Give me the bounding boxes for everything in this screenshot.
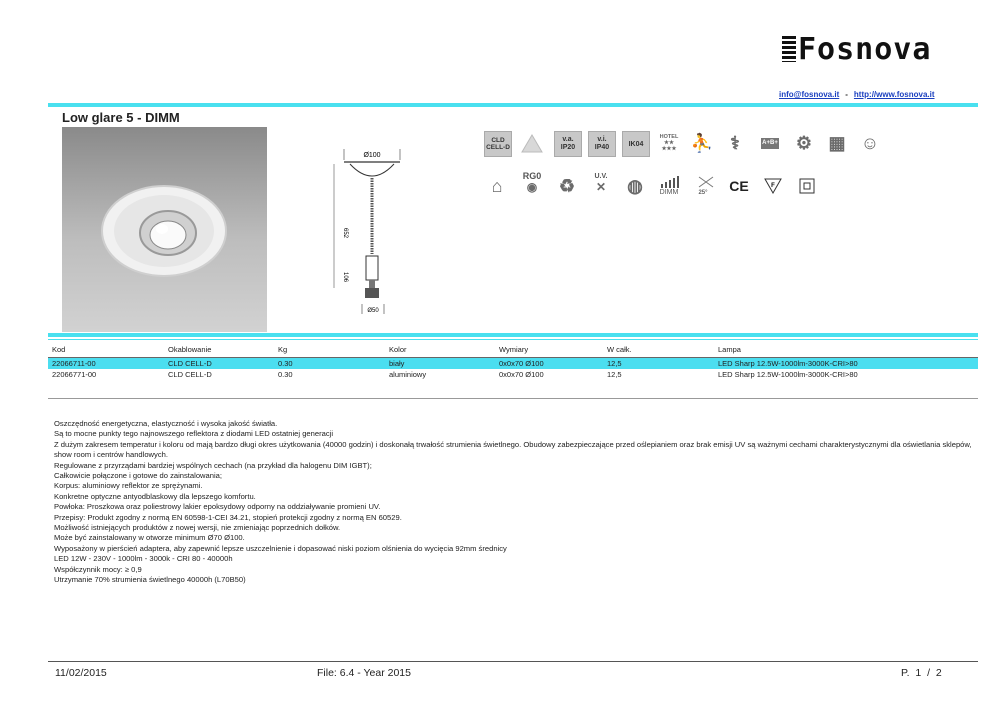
drawing-bottom-dim: Ø50 — [367, 308, 379, 314]
cld-cell-d-icon — [484, 131, 512, 157]
shop-icon: ▦ — [828, 133, 846, 153]
page-number — [901, 667, 942, 679]
footer-divider — [48, 661, 978, 662]
icon-label: A+B+ — [761, 138, 779, 149]
people-icon: ☺ — [860, 133, 880, 153]
description-line: Regulowane z przyrządami bardziej wspólnych cechach (na przykład dla halogenu DIM IGBT); — [54, 460, 372, 470]
cell-kod: 22066711-00 — [48, 358, 168, 370]
f-mark-icon — [760, 174, 786, 198]
ce-mark-icon — [726, 174, 752, 198]
ip20-icon — [554, 131, 582, 157]
technical-drawing — [332, 146, 412, 321]
table-row — [48, 358, 978, 370]
description-line: Wyposażony w pierścień adaptera, aby zapewnić lepsze uszczelnienie i dopasować niski poziom olśnienia do wycięcia 92mm średnicy — [54, 543, 507, 553]
description-line: Przepisy: Produkt zgodny z normą EN 60598-1-CEI 34.21, stopień protekcji zgodny z normą EN 60529. — [54, 512, 402, 522]
hotel-icon — [656, 131, 682, 155]
col-kod: Kod — [48, 342, 168, 358]
ip40-icon — [588, 131, 616, 157]
cell-kolor: biały — [389, 358, 499, 370]
col-wymiary: Wymiary — [499, 342, 607, 358]
cell-w-calk: 12,5 — [607, 358, 718, 370]
description-line: Możliwość istniejących produktów z nowej wersji, nie zmieniając poprzednich dołków. — [54, 523, 341, 533]
cell-lampa: LED Sharp 12.5W-1000lm-3000K-CRI>80 — [718, 358, 978, 370]
cell-w-calk: 12,5 — [607, 370, 622, 379]
cell-kg: 0.30 — [278, 358, 389, 370]
drawing-top-dim: Ø100 — [363, 152, 381, 159]
rg0-icon: RG0 ◉ — [522, 170, 542, 194]
product-title: Low glare 5 - DIMM — [62, 110, 180, 125]
drawing-height-dim: 652 — [342, 228, 348, 239]
logo-mark-icon — [782, 36, 796, 62]
col-okablowanie: Okablowanie — [168, 342, 278, 358]
icon-label: F — [771, 183, 775, 189]
table-header-row — [48, 342, 978, 358]
hospitality-icon: ⚕ — [730, 133, 740, 153]
product-description — [54, 419, 974, 586]
description-line: Utrzymanie 70% strumienia świetlnego 40000h (L70B50) — [54, 575, 246, 585]
icon-label: U.V. — [594, 172, 608, 180]
fosnova-logo — [782, 32, 931, 67]
cell-lampa: LED Sharp 12.5W-1000lm-3000K-CRI>80 — [718, 370, 858, 379]
uv-icon: U.V. ✕ — [594, 172, 608, 194]
description-line: Z dużym zakresem temperatur i koloru od mają bardzo długi okres użytkowania (40000 godzin) i doskonałą trwałość strumienia świetlnego. Obudowy zabezpieczające przed oślepianiem oraz brak emisji UV są ważnymi cechami charakterystycznymi dla oświetlania sklepów, show room i centrów handlowych. — [54, 439, 972, 460]
description-line: Całkowicie połączone i gotowe do zainstalowania; — [54, 471, 223, 481]
triangle-icon — [519, 131, 545, 155]
icon-label: v.i. IP40 — [594, 136, 610, 151]
header-divider — [48, 103, 978, 107]
beam-25-icon — [690, 174, 716, 198]
page-total: 2 — [935, 667, 942, 679]
table-top-rule — [48, 333, 978, 337]
drawing-body-dim: 106 — [342, 272, 348, 283]
contact-separator: - — [845, 90, 848, 99]
col-kolor: Kolor — [389, 342, 499, 358]
home-icon: ⌂ — [491, 176, 503, 196]
description-line: Oszczędność energetyczna, elastyczność i wysoka jakość światła. — [54, 419, 278, 428]
description-line: Konkretne optyczne antyodblaskowy dla lepszego komfortu. — [54, 491, 256, 501]
brand-name: Fosnova — [798, 32, 932, 67]
table-thin-rule — [48, 339, 978, 340]
dimm-icon — [656, 174, 682, 198]
icon-label: DIMM — [659, 188, 679, 196]
downlight-image — [62, 127, 267, 332]
class-2-icon — [794, 174, 820, 198]
page-prefix: P. — [901, 667, 910, 679]
icon-label: v.a. IP20 — [560, 136, 576, 151]
description-line: Powłoka: Proszkowa oraz poliestrowy lakier epoksydowy odporny na oddziaływanie promieni UV. — [54, 502, 381, 512]
cell-kg: 0.30 — [278, 370, 293, 379]
icon-label: CE — [729, 177, 749, 194]
ik04-icon — [622, 131, 650, 157]
cell-kolor: aluminiowy — [389, 370, 427, 379]
col-lampa: Lampa — [718, 342, 978, 358]
description-line: Może być zainstalowany w otworze minimum Ø70 Ø100. — [54, 533, 245, 543]
product-spec-table — [48, 342, 978, 380]
icon-label: 25° — [698, 189, 708, 196]
office-icon: ⚙ — [795, 133, 813, 153]
energy-class-icon — [757, 131, 783, 155]
icon-label: IK04 — [628, 140, 644, 148]
cell-okablowanie: CLD CELL-D — [168, 370, 212, 379]
col-w-calk: W całk. — [607, 342, 718, 358]
icon-label: HOTEL ★★ ★★★ — [659, 134, 679, 152]
icon-label: RG0 — [522, 170, 542, 181]
website-link[interactable]: http://www.fosnova.it — [853, 90, 935, 99]
footer-file: File: 6.4 - Year 2015 — [317, 667, 411, 679]
cell-wymiary: 0x0x70 Ø100 — [499, 358, 607, 370]
cell-wymiary: 0x0x70 Ø100 — [499, 370, 544, 379]
icon-label: CLD CELL-D — [486, 137, 510, 151]
product-photo — [62, 127, 267, 332]
email-link[interactable]: info@fosnova.it — [779, 90, 840, 99]
page-separator: / — [927, 667, 931, 679]
description-line: Korpus: aluminiowy reflektor ze sprężynami. — [54, 481, 203, 491]
description-line: LED 12W - 230V - 1000lm - 3000k - CRI 80 - 40000h — [54, 554, 233, 564]
description-line: Współczynnik mocy: ≥ 0,9 — [54, 564, 142, 574]
contact-links — [779, 90, 935, 99]
table-row — [48, 369, 978, 380]
description-line: Są to mocne punkty tego najnowszego reflektora z diodami LED ostatniej generacji — [54, 429, 334, 439]
cell-okablowanie: CLD CELL-D — [168, 358, 278, 370]
page-current: 1 — [915, 667, 922, 679]
footer-date: 11/02/2015 — [55, 667, 107, 679]
sport-icon: ⛹ — [690, 133, 714, 153]
recycle-icon: ♻ — [558, 176, 576, 196]
table-bottom-rule — [48, 398, 978, 399]
cell-kod: 22066771-00 — [52, 370, 97, 379]
no-flicker-icon: ◍ — [627, 176, 643, 196]
col-kg: Kg — [278, 342, 389, 358]
